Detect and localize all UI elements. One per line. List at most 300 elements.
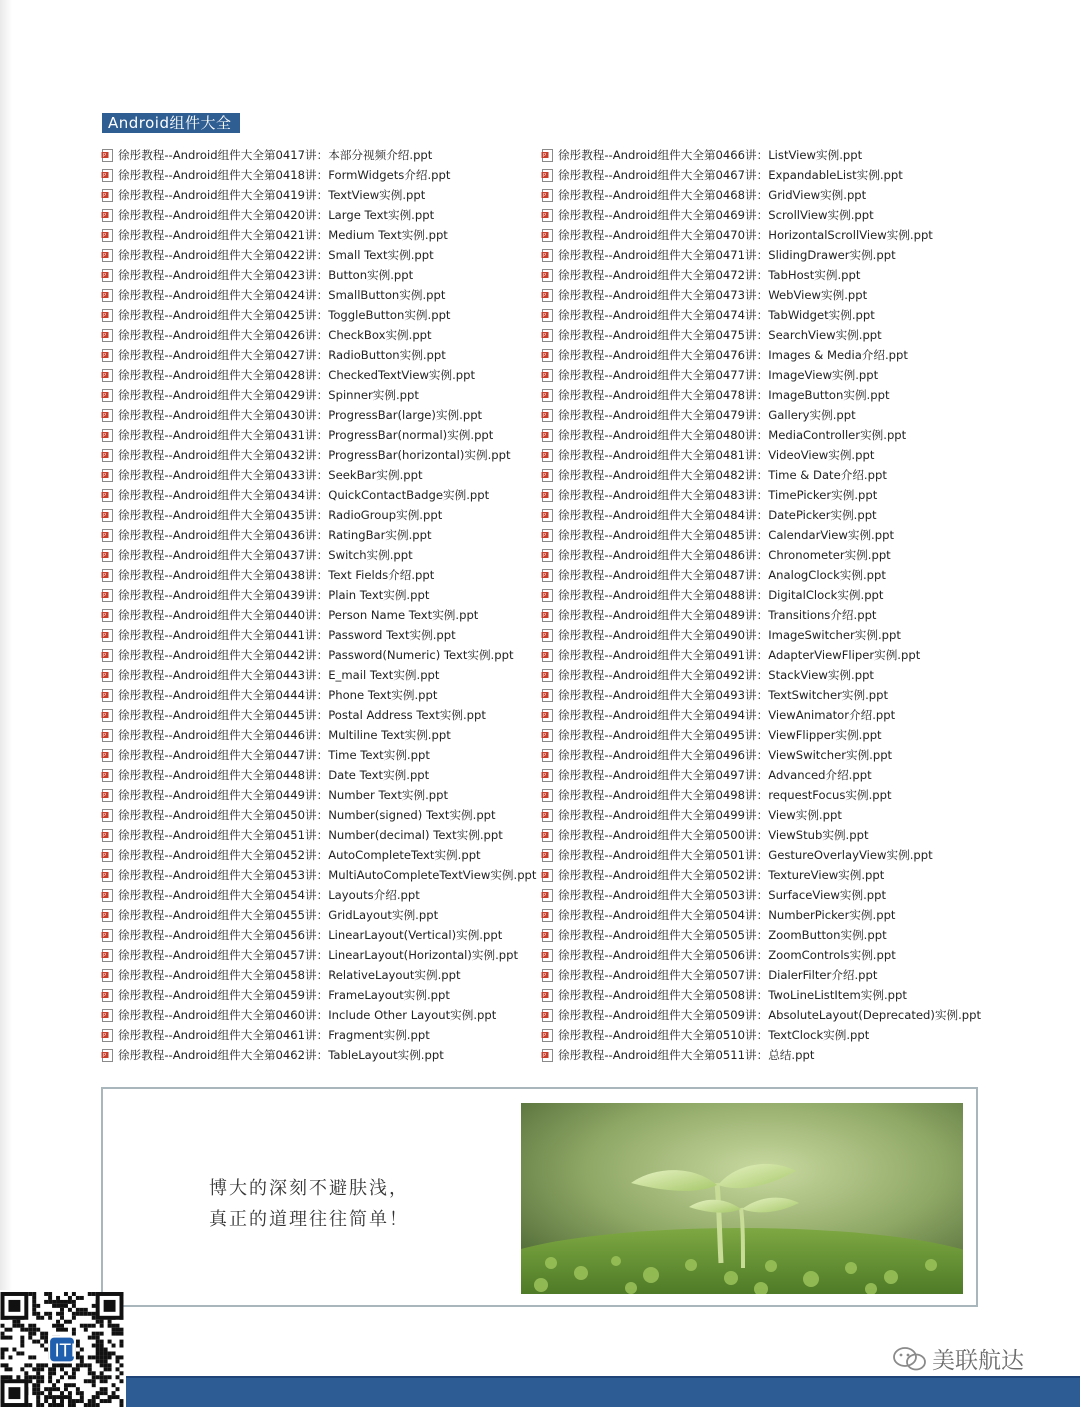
- file-item: [101, 285, 531, 305]
- file-name: 徐彤教程--Android组件大全第0462讲：TableLayout实例.ppt: [118, 1048, 444, 1062]
- svg-text:P: P: [103, 532, 107, 539]
- file-name: 徐彤教程--Android组件大全第0483讲：TimePicker实例.ppt: [558, 488, 878, 502]
- file-name: 徐彤教程--Android组件大全第0452讲：AutoCompleteText实例.ppt: [118, 848, 481, 862]
- svg-text:P: P: [543, 1052, 547, 1059]
- bottom-bar: [126, 1378, 1080, 1407]
- svg-text:P: P: [103, 492, 107, 499]
- quote-line-1: 博大的深刻不避肤浅，: [209, 1178, 409, 1199]
- file-name: 徐彤教程--Android组件大全第0509讲：AbsoluteLayout(Deprecated)实例.ppt: [558, 1008, 982, 1022]
- ppt-file-icon: [541, 429, 554, 442]
- ppt-file-icon: [541, 289, 554, 302]
- file-item: [101, 705, 531, 725]
- ppt-file-icon: [101, 809, 114, 822]
- svg-text:P: P: [103, 712, 107, 719]
- file-item: [541, 165, 981, 185]
- ppt-file-icon: [101, 389, 114, 402]
- ppt-file-icon: [101, 269, 114, 282]
- file-name: 徐彤教程--Android组件大全第0422讲：Small Text实例.ppt: [118, 248, 434, 262]
- ppt-file-icon: [101, 229, 114, 242]
- svg-text:P: P: [543, 652, 547, 659]
- svg-text:P: P: [543, 632, 547, 639]
- file-name: 徐彤教程--Android组件大全第0449讲：Number Text实例.ppt: [118, 788, 449, 802]
- file-item: [101, 425, 531, 445]
- file-name: 徐彤教程--Android组件大全第0491讲：AdapterViewFliper实例.ppt: [558, 648, 921, 662]
- ppt-file-icon: [541, 229, 554, 242]
- ppt-file-icon: [541, 449, 554, 462]
- file-item: [541, 705, 981, 725]
- file-item: [541, 1025, 981, 1045]
- file-name: 徐彤教程--Android组件大全第0475讲：SearchView实例.ppt: [558, 328, 882, 342]
- svg-text:P: P: [103, 592, 107, 599]
- file-name: 徐彤教程--Android组件大全第0445讲：Postal Address Text实例.ppt: [118, 708, 486, 722]
- file-item: [541, 425, 981, 445]
- file-name: 徐彤教程--Android组件大全第0444讲：Phone Text实例.ppt: [118, 688, 438, 702]
- svg-text:P: P: [103, 612, 107, 619]
- ppt-file-icon: [541, 949, 554, 962]
- ppt-file-icon: [101, 969, 114, 982]
- svg-text:P: P: [103, 452, 107, 459]
- file-name: 徐彤教程--Android组件大全第0498讲：requestFocus实例.ppt: [558, 788, 892, 802]
- file-item: [541, 465, 981, 485]
- file-item: [541, 625, 981, 645]
- file-item: [101, 765, 531, 785]
- file-name: 徐彤教程--Android组件大全第0496讲：ViewSwitcher实例.ppt: [558, 748, 893, 762]
- svg-text:P: P: [103, 912, 107, 919]
- ppt-file-icon: [541, 529, 554, 542]
- file-item: [101, 525, 531, 545]
- file-name: 徐彤教程--Android组件大全第0505讲：ZoomButton实例.ppt: [558, 928, 887, 942]
- file-name: 徐彤教程--Android组件大全第0474讲：TabWidget实例.ppt: [558, 308, 875, 322]
- ppt-file-icon: [101, 369, 114, 382]
- file-name: 徐彤教程--Android组件大全第0504讲：NumberPicker实例.ppt: [558, 908, 896, 922]
- svg-text:P: P: [103, 172, 107, 179]
- file-item: [101, 485, 531, 505]
- ppt-file-icon: [101, 449, 114, 462]
- file-item: [541, 565, 981, 585]
- ppt-file-icon: [541, 469, 554, 482]
- file-item: [541, 585, 981, 605]
- file-item: [101, 785, 531, 805]
- svg-text:P: P: [103, 812, 107, 819]
- file-name: 徐彤教程--Android组件大全第0429讲：Spinner实例.ppt: [118, 388, 419, 402]
- svg-text:P: P: [103, 872, 107, 879]
- ppt-file-icon: [541, 569, 554, 582]
- file-item: [101, 145, 531, 165]
- ppt-file-icon: [541, 869, 554, 882]
- svg-text:P: P: [103, 152, 107, 159]
- file-item: [541, 865, 981, 885]
- file-item: [101, 565, 531, 585]
- svg-text:P: P: [103, 792, 107, 799]
- ppt-file-icon: [541, 649, 554, 662]
- file-item: [101, 265, 531, 285]
- file-name: 徐彤教程--Android组件大全第0489讲：Transitions介绍.ppt: [558, 608, 877, 622]
- svg-text:P: P: [543, 992, 547, 999]
- ppt-file-icon: [101, 249, 114, 262]
- ppt-file-icon: [541, 209, 554, 222]
- file-name: 徐彤教程--Android组件大全第0472讲：TabHost实例.ppt: [558, 268, 861, 282]
- ppt-file-icon: [101, 869, 114, 882]
- svg-text:P: P: [103, 232, 107, 239]
- file-item: [101, 585, 531, 605]
- file-item: [101, 405, 531, 425]
- file-name: 徐彤教程--Android组件大全第0511讲：总结.ppt: [558, 1048, 815, 1062]
- ppt-file-icon: [101, 649, 114, 662]
- file-item: [101, 805, 531, 825]
- svg-text:P: P: [543, 612, 547, 619]
- file-name: 徐彤教程--Android组件大全第0420讲：Large Text实例.ppt: [118, 208, 435, 222]
- file-item: [541, 725, 981, 745]
- quote-line-2: 真正的道理往往简单！: [209, 1209, 409, 1230]
- svg-text:P: P: [103, 1052, 107, 1059]
- section-title: Android组件大全: [102, 113, 240, 133]
- ppt-file-icon: [101, 1029, 114, 1042]
- ppt-file-icon: [101, 629, 114, 642]
- file-name: 徐彤教程--Android组件大全第0437讲：Switch实例.ppt: [118, 548, 413, 562]
- svg-text:P: P: [103, 772, 107, 779]
- file-name: 徐彤教程--Android组件大全第0490讲：ImageSwitcher实例.ppt: [558, 628, 901, 642]
- file-item: [101, 445, 531, 465]
- ppt-file-icon: [541, 329, 554, 342]
- ppt-file-icon: [541, 589, 554, 602]
- file-item: [101, 225, 531, 245]
- file-name: 徐彤教程--Android组件大全第0425讲：ToggleButton实例.ppt: [118, 308, 451, 322]
- file-item: [101, 645, 531, 665]
- svg-text:P: P: [543, 712, 547, 719]
- file-item: [101, 745, 531, 765]
- file-name: 徐彤教程--Android组件大全第0455讲：GridLayout实例.ppt: [118, 908, 439, 922]
- file-item: [541, 825, 981, 845]
- file-name: 徐彤教程--Android组件大全第0430讲：ProgressBar(large)实例.ppt: [118, 408, 483, 422]
- file-name: 徐彤教程--Android组件大全第0467讲：ExpandableList实例.ppt: [558, 168, 903, 182]
- ppt-file-icon: [541, 509, 554, 522]
- file-name: 徐彤教程--Android组件大全第0441讲：Password Text实例.ppt: [118, 628, 456, 642]
- file-name: 徐彤教程--Android组件大全第0468讲：GridView实例.ppt: [558, 188, 867, 202]
- ppt-file-icon: [541, 769, 554, 782]
- file-name: 徐彤教程--Android组件大全第0450讲：Number(signed) Text实例.ppt: [118, 808, 496, 822]
- file-item: [101, 505, 531, 525]
- file-item: [101, 545, 531, 565]
- file-item: [541, 685, 981, 705]
- file-item: [101, 925, 531, 945]
- file-item: [541, 445, 981, 465]
- ppt-file-icon: [541, 1049, 554, 1062]
- file-name: 徐彤教程--Android组件大全第0442讲：Password(Numeric) Text实例.ppt: [118, 648, 514, 662]
- file-name: 徐彤教程--Android组件大全第0506讲：ZoomControls实例.ppt: [558, 948, 896, 962]
- file-item: [541, 785, 981, 805]
- svg-text:P: P: [543, 392, 547, 399]
- svg-text:P: P: [103, 972, 107, 979]
- svg-text:P: P: [103, 552, 107, 559]
- file-name: 徐彤教程--Android组件大全第0502讲：TextureView实例.ppt: [558, 868, 885, 882]
- file-item: [541, 1045, 981, 1065]
- ppt-file-icon: [101, 789, 114, 802]
- file-name: 徐彤教程--Android组件大全第0426讲：CheckBox实例.ppt: [118, 328, 432, 342]
- ppt-file-icon: [101, 929, 114, 942]
- ppt-file-icon: [541, 929, 554, 942]
- svg-text:P: P: [103, 332, 107, 339]
- svg-text:P: P: [543, 312, 547, 319]
- ppt-file-icon: [101, 729, 114, 742]
- file-item: [101, 725, 531, 745]
- svg-text:P: P: [103, 852, 107, 859]
- file-item: [101, 165, 531, 185]
- ppt-file-icon: [101, 509, 114, 522]
- svg-text:P: P: [543, 1012, 547, 1019]
- ppt-file-icon: [541, 489, 554, 502]
- file-name: 徐彤教程--Android组件大全第0435讲：RadioGroup实例.ppt: [118, 508, 443, 522]
- ppt-file-icon: [101, 409, 114, 422]
- svg-text:P: P: [543, 872, 547, 879]
- svg-text:P: P: [103, 432, 107, 439]
- svg-text:P: P: [543, 412, 547, 419]
- file-name: 徐彤教程--Android组件大全第0451讲：Number(decimal) Text实例.ppt: [118, 828, 503, 842]
- svg-text:P: P: [103, 192, 107, 199]
- file-name: 徐彤教程--Android组件大全第0418讲：FormWidgets介绍.ppt: [118, 168, 451, 182]
- svg-text:P: P: [543, 152, 547, 159]
- ppt-file-icon: [101, 289, 114, 302]
- file-name: 徐彤教程--Android组件大全第0497讲：Advanced介绍.ppt: [558, 768, 872, 782]
- file-name: 徐彤教程--Android组件大全第0428讲：CheckedTextView实例.ppt: [118, 368, 476, 382]
- ppt-file-icon: [101, 149, 114, 162]
- ppt-file-icon: [541, 609, 554, 622]
- file-name: 徐彤教程--Android组件大全第0454讲：Layouts介绍.ppt: [118, 888, 420, 902]
- ppt-file-icon: [541, 1029, 554, 1042]
- brand-name: 美联航达: [932, 1348, 1024, 1374]
- file-item: [541, 385, 981, 405]
- file-item: [541, 225, 981, 245]
- file-item: [541, 845, 981, 865]
- ppt-file-icon: [101, 569, 114, 582]
- file-name: 徐彤教程--Android组件大全第0421讲：Medium Text实例.ppt: [118, 228, 448, 242]
- file-name: 徐彤教程--Android组件大全第0482讲：Time & Date介绍.ppt: [558, 468, 887, 482]
- file-name: 徐彤教程--Android组件大全第0487讲：AnalogClock实例.ppt: [558, 568, 886, 582]
- svg-text:P: P: [543, 592, 547, 599]
- file-name: 徐彤教程--Android组件大全第0433讲：SeekBar实例.ppt: [118, 468, 423, 482]
- ppt-file-icon: [541, 629, 554, 642]
- ppt-file-icon: [541, 1009, 554, 1022]
- ppt-file-icon: [101, 529, 114, 542]
- file-name: 徐彤教程--Android组件大全第0417讲：本部分视频介绍.ppt: [118, 148, 433, 162]
- svg-text:P: P: [543, 472, 547, 479]
- ppt-file-icon: [541, 789, 554, 802]
- svg-text:P: P: [543, 552, 547, 559]
- svg-text:P: P: [103, 732, 107, 739]
- svg-text:P: P: [543, 832, 547, 839]
- ppt-file-icon: [541, 389, 554, 402]
- ppt-file-icon: [541, 729, 554, 742]
- ppt-file-icon: [541, 809, 554, 822]
- file-name: 徐彤教程--Android组件大全第0438讲：Text Fields介绍.ppt: [118, 568, 435, 582]
- ppt-file-icon: [541, 689, 554, 702]
- file-name: 徐彤教程--Android组件大全第0471讲：SlidingDrawer实例.ppt: [558, 248, 896, 262]
- svg-text:P: P: [543, 812, 547, 819]
- file-item: [541, 745, 981, 765]
- svg-text:P: P: [543, 772, 547, 779]
- svg-text:P: P: [103, 1032, 107, 1039]
- file-name: 徐彤教程--Android组件大全第0434讲：QuickContactBadge实例.ppt: [118, 488, 490, 502]
- wechat-icon: [892, 1346, 928, 1372]
- file-item: [101, 345, 531, 365]
- svg-text:P: P: [543, 752, 547, 759]
- file-name: 徐彤教程--Android组件大全第0508讲：TwoLineListItem实例.ppt: [558, 988, 907, 1002]
- file-item: [101, 665, 531, 685]
- file-name: 徐彤教程--Android组件大全第0503讲：SurfaceView实例.ppt: [558, 888, 887, 902]
- file-name: 徐彤教程--Android组件大全第0486讲：Chronometer实例.ppt: [558, 548, 891, 562]
- file-item: [541, 885, 981, 905]
- svg-text:P: P: [543, 432, 547, 439]
- ppt-file-icon: [101, 609, 114, 622]
- file-name: 徐彤教程--Android组件大全第0510讲：TextClock实例.ppt: [558, 1028, 870, 1042]
- file-item: [541, 345, 981, 365]
- ppt-file-icon: [101, 669, 114, 682]
- file-name: 徐彤教程--Android组件大全第0478讲：ImageButton实例.ppt: [558, 388, 890, 402]
- ppt-file-icon: [101, 329, 114, 342]
- svg-text:P: P: [543, 972, 547, 979]
- svg-text:P: P: [543, 332, 547, 339]
- svg-text:P: P: [103, 992, 107, 999]
- file-item: [101, 605, 531, 625]
- svg-text:P: P: [103, 212, 107, 219]
- ppt-file-icon: [101, 989, 114, 1002]
- file-name: 徐彤教程--Android组件大全第0479讲：Gallery实例.ppt: [558, 408, 856, 422]
- ppt-file-icon: [541, 829, 554, 842]
- file-name: 徐彤教程--Android组件大全第0485讲：CalendarView实例.ppt: [558, 528, 895, 542]
- svg-text:P: P: [543, 492, 547, 499]
- file-item: [541, 605, 981, 625]
- file-item: [101, 905, 531, 925]
- svg-text:P: P: [103, 832, 107, 839]
- ppt-file-icon: [541, 909, 554, 922]
- file-name: 徐彤教程--Android组件大全第0469讲：ScrollView实例.ppt: [558, 208, 874, 222]
- file-item: [541, 405, 981, 425]
- svg-text:P: P: [103, 672, 107, 679]
- file-item: [101, 945, 531, 965]
- file-item: [101, 385, 531, 405]
- file-item: [101, 205, 531, 225]
- file-name: 徐彤教程--Android组件大全第0466讲：ListView实例.ppt: [558, 148, 863, 162]
- file-item: [101, 825, 531, 845]
- svg-text:P: P: [543, 952, 547, 959]
- ppt-file-icon: [541, 749, 554, 762]
- file-name: 徐彤教程--Android组件大全第0424讲：SmallButton实例.ppt: [118, 288, 446, 302]
- file-name: 徐彤教程--Android组件大全第0499讲：View实例.ppt: [558, 808, 842, 822]
- svg-text:P: P: [543, 252, 547, 259]
- file-name: 徐彤教程--Android组件大全第0476讲：Images & Media介绍.ppt: [558, 348, 908, 362]
- svg-text:P: P: [103, 692, 107, 699]
- file-item: [541, 945, 981, 965]
- file-item: [541, 1005, 981, 1025]
- file-item: [541, 965, 981, 985]
- file-item: [101, 845, 531, 865]
- file-name: 徐彤教程--Android组件大全第0460讲：Include Other Layout实例.ppt: [118, 1008, 497, 1022]
- file-item: [101, 305, 531, 325]
- file-item: [541, 665, 981, 685]
- ppt-file-icon: [101, 849, 114, 862]
- svg-text:P: P: [103, 892, 107, 899]
- file-item: [101, 185, 531, 205]
- ppt-file-icon: [101, 1049, 114, 1062]
- svg-text:P: P: [543, 892, 547, 899]
- svg-text:P: P: [103, 952, 107, 959]
- svg-text:P: P: [103, 752, 107, 759]
- svg-text:P: P: [103, 1012, 107, 1019]
- file-item: [541, 545, 981, 565]
- seedling-photo: [521, 1103, 963, 1294]
- file-name: 徐彤教程--Android组件大全第0443讲：E_mail Text实例.ppt: [118, 668, 440, 682]
- ppt-file-icon: [541, 669, 554, 682]
- ppt-file-icon: [101, 749, 114, 762]
- ppt-file-icon: [101, 469, 114, 482]
- file-item: [541, 985, 981, 1005]
- svg-text:P: P: [543, 852, 547, 859]
- svg-text:P: P: [543, 232, 547, 239]
- file-name: 徐彤教程--Android组件大全第0453讲：MultiAutoCompleteTextView实例.ppt: [118, 868, 537, 882]
- file-item: [101, 325, 531, 345]
- file-name: 徐彤教程--Android组件大全第0481讲：VideoView实例.ppt: [558, 448, 875, 462]
- file-item: [541, 365, 981, 385]
- qr-code: [0, 1292, 124, 1407]
- ppt-file-icon: [541, 369, 554, 382]
- file-item: [541, 905, 981, 925]
- ppt-file-icon: [101, 429, 114, 442]
- svg-text:P: P: [543, 452, 547, 459]
- ppt-file-icon: [541, 989, 554, 1002]
- file-item: [541, 325, 981, 345]
- ppt-file-icon: [541, 169, 554, 182]
- ppt-file-icon: [101, 349, 114, 362]
- svg-text:P: P: [103, 392, 107, 399]
- svg-text:P: P: [543, 532, 547, 539]
- svg-text:P: P: [103, 632, 107, 639]
- svg-text:P: P: [103, 352, 107, 359]
- quote-text: [209, 1173, 409, 1235]
- svg-text:P: P: [103, 292, 107, 299]
- file-item: [101, 625, 531, 645]
- ppt-file-icon: [101, 689, 114, 702]
- file-name: 徐彤教程--Android组件大全第0501讲：GestureOverlayView实例.ppt: [558, 848, 933, 862]
- svg-text:P: P: [543, 292, 547, 299]
- file-name: 徐彤教程--Android组件大全第0492讲：StackView实例.ppt: [558, 668, 874, 682]
- ppt-file-icon: [101, 209, 114, 222]
- ppt-file-icon: [541, 969, 554, 982]
- ppt-file-icon: [101, 189, 114, 202]
- file-name: 徐彤教程--Android组件大全第0456讲：LinearLayout(Vertical)实例.ppt: [118, 928, 503, 942]
- svg-text:P: P: [543, 672, 547, 679]
- ppt-file-icon: [541, 189, 554, 202]
- ppt-file-icon: [541, 149, 554, 162]
- file-item: [101, 245, 531, 265]
- file-name: 徐彤教程--Android组件大全第0473讲：WebView实例.ppt: [558, 288, 868, 302]
- svg-text:P: P: [543, 512, 547, 519]
- file-item: [541, 505, 981, 525]
- file-name: 徐彤教程--Android组件大全第0480讲：MediaController实例.ppt: [558, 428, 907, 442]
- svg-text:P: P: [543, 792, 547, 799]
- ppt-file-icon: [101, 769, 114, 782]
- file-item: [541, 265, 981, 285]
- file-name: 徐彤教程--Android组件大全第0459讲：FrameLayout实例.ppt: [118, 988, 450, 1002]
- file-item: [541, 925, 981, 945]
- file-name: 徐彤教程--Android组件大全第0484讲：DatePicker实例.ppt: [558, 508, 877, 522]
- file-name: 徐彤教程--Android组件大全第0432讲：ProgressBar(horizontal)实例.ppt: [118, 448, 511, 462]
- ppt-file-icon: [101, 549, 114, 562]
- ppt-file-icon: [101, 889, 114, 902]
- svg-text:P: P: [103, 572, 107, 579]
- quote-box: [101, 1087, 978, 1307]
- file-item: [101, 465, 531, 485]
- ppt-file-icon: [541, 269, 554, 282]
- file-item: [541, 645, 981, 665]
